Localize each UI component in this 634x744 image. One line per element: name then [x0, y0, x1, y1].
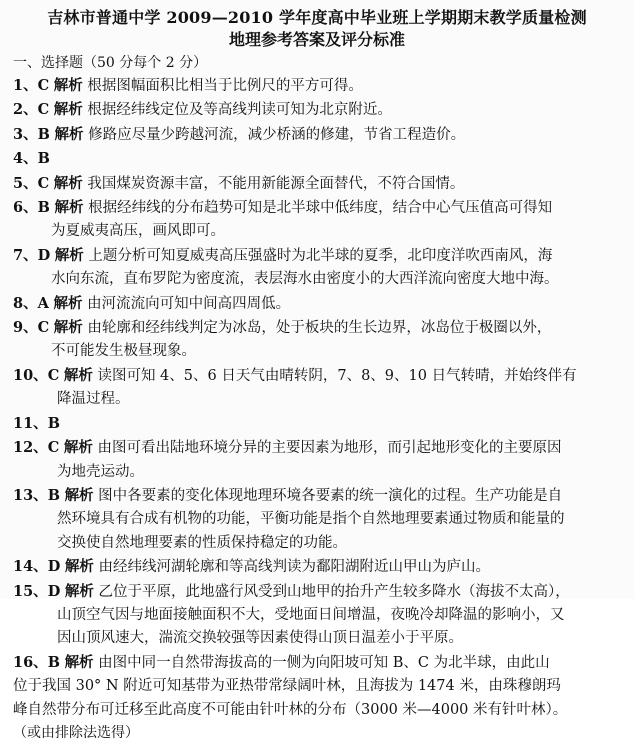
explanation-continuation: 位于我国 30° N 附近可知基带为亚热带常绿阔叶林，且海拔为 1474 米，由珠穆朗玛: [13, 678, 561, 695]
answer-line: [13, 176, 464, 192]
answer-item: [13, 196, 625, 244]
answer-key: A: [37, 294, 49, 312]
answer-line: [13, 368, 577, 384]
answer-item: [13, 484, 625, 555]
question-number: 13、: [13, 486, 48, 504]
answer-line: [13, 488, 562, 504]
analysis-label: 解析: [53, 77, 83, 94]
explanation-text: 根据图幅面积比相当于比例尺的平方可得。: [87, 78, 363, 94]
question-number: 15、: [13, 582, 48, 600]
analysis-label: 解析: [54, 125, 84, 143]
answer-key: B: [37, 199, 50, 217]
answer-line: [13, 200, 552, 216]
footnote: （或由排除法选得）: [13, 724, 139, 741]
analysis-label: 解析: [64, 558, 94, 576]
document-title: 吉林市普通中学 2009—2010 学年度高中毕业班上学期期末教学质量检测: [47, 8, 587, 27]
explanation-continuation: 交换使自然地理要素的性质保持稳定的功能。: [57, 534, 347, 551]
analysis-label: 解析: [54, 199, 84, 217]
answer-line: [13, 440, 561, 456]
analysis-label: 解析: [53, 319, 83, 337]
explanation-text: 乙位于平原，此地盛行风受到山地甲的抬升产生较多降水（海拔不太高），: [98, 583, 570, 600]
answer-line: [13, 559, 490, 575]
explanation-text: 根据经纬线的分布趋势可知是北半球中低纬度，结合中心气压值高可得知: [88, 200, 553, 217]
answer-item: [13, 244, 625, 292]
question-number: 12、: [13, 439, 48, 457]
explanation-continuation: 为地壳运动。: [57, 463, 144, 480]
question-number: 2、: [13, 101, 38, 119]
answer-key: C: [37, 174, 50, 192]
answer-key: C: [37, 319, 50, 337]
answer-line: [13, 416, 60, 432]
analysis-label: 解析: [53, 294, 83, 312]
answer-line: [13, 320, 551, 336]
explanation-continuation: 因山顶风速大，湍流交换较强等因素使得山顶日温差小于平原。: [57, 630, 463, 647]
explanation-text: 上题分析可知夏威夷高压强盛时为北半球的夏季，北印度洋吹西南风，海: [88, 247, 553, 264]
answer-item: [13, 412, 625, 436]
answer-key: D: [47, 582, 61, 600]
answer-item: [13, 147, 625, 171]
answer-item: [13, 651, 625, 722]
answer-item: [13, 74, 625, 98]
analysis-label: 解析: [64, 582, 94, 600]
answer-item: [13, 172, 625, 196]
explanation-continuation: 为夏威夷高压，画风即可。: [51, 223, 225, 240]
explanation-text: 由经纬线河湖轮廓和等高线判读为鄱阳湖附近山甲山为庐山。: [98, 559, 490, 576]
question-number: 5、: [13, 174, 38, 192]
answer-key: C: [37, 77, 50, 94]
answer-key: B: [37, 125, 50, 143]
explanation-text: 由图可看出陆地环境分异的主要因素为地形，而引起地形变化的主要原因: [97, 440, 562, 457]
section-heading: 一、选择题（50 分每个 2 分）: [13, 55, 208, 71]
explanation-text: 我国煤炭资源丰富，不能用新能源全面替代，不符合国情。: [87, 175, 465, 192]
explanation-continuation: 然环境具有合成有机物的功能，平衡功能是指个自然地理要素通过物质和能量的: [57, 511, 565, 528]
question-number: 4、: [13, 150, 38, 168]
question-number: 11、: [13, 414, 48, 432]
answer-key: B: [37, 150, 50, 168]
document-subtitle: 地理参考答案及评分标准: [228, 30, 405, 49]
question-number: 3、: [13, 125, 38, 143]
answer-item: [13, 292, 625, 316]
analysis-label: 解析: [63, 366, 93, 384]
answer-line: [13, 248, 552, 264]
answer-line: [13, 296, 290, 312]
answer-key: D: [47, 558, 61, 576]
question-number: 16、: [13, 653, 48, 671]
answer-item: [13, 364, 625, 412]
answer-line: [13, 78, 363, 94]
answer-line: [13, 127, 465, 143]
answer-item: [13, 436, 625, 484]
explanation-text: 由轮廓和经纬线判定为冰岛，处于板块的生长边界，冰岛位于极圈以外，: [87, 320, 552, 337]
question-number: 10、: [13, 366, 48, 384]
answer-key: B: [47, 486, 60, 504]
answer-line: [13, 151, 50, 167]
answer-key: C: [37, 101, 50, 119]
explanation-text: 由河流流向可知中间高四周低。: [87, 295, 291, 312]
answer-line: [13, 584, 570, 600]
answer-key: B: [47, 414, 60, 432]
question-number: 1、: [13, 77, 38, 94]
analysis-label: 解析: [53, 174, 83, 192]
question-number: 9、: [13, 319, 38, 337]
answer-item: [13, 580, 625, 651]
answer-item: [13, 98, 625, 122]
answer-line: [13, 655, 550, 671]
question-number: 14、: [13, 558, 48, 576]
answer-key: C: [47, 366, 60, 384]
question-number: 6、: [13, 199, 38, 217]
answer-item: [13, 123, 625, 147]
answer-key: C: [47, 439, 60, 457]
explanation-continuation: 水向东流，直布罗陀为密度流，表层海水由密度小的大西洋流向密度大地中海。: [51, 271, 559, 288]
explanation-continuation: 山顶空气因与地面接触面积不大，受地面日间增温，夜晚冷却降温的影响小，又: [57, 606, 565, 623]
answer-item: [13, 555, 625, 579]
analysis-label: 解析: [54, 246, 84, 264]
explanation-continuation: 不可能发生极昼现象。: [51, 343, 196, 360]
answer-item: [13, 316, 625, 364]
answer-list: [13, 74, 625, 744]
explanation-text: 图中各要素的变化体现地理环境各要素的统一演化的过程。生产功能是自: [98, 487, 563, 504]
answer-key: D: [37, 246, 51, 264]
explanation-text: 由图中同一自然带海拔高的一侧为向阳坡可知 B、C 为北半球，由此山: [98, 654, 550, 671]
analysis-label: 解析: [63, 439, 93, 457]
explanation-text: 读图可知 4、5、6 日天气由晴转阴，7、8、9、10 日气转晴，并始终伴有: [97, 367, 577, 384]
explanation-continuation: 峰自然带分布可迁移至此高度不可能由针叶林的分布（3000 米—4000 米有针叶林）。: [13, 701, 568, 718]
analysis-label: 解析: [53, 101, 83, 119]
analysis-label: 解析: [64, 653, 94, 671]
explanation-text: 根据经纬线定位及等高线判读可知为北京附近。: [87, 102, 392, 119]
question-number: 7、: [13, 246, 38, 264]
explanation-continuation: 降温过程。: [57, 391, 130, 408]
analysis-label: 解析: [64, 486, 94, 504]
question-number: 8、: [13, 294, 38, 312]
explanation-text: 修路应尽量少跨越河流，减少桥涵的修建，节省工程造价。: [88, 126, 466, 143]
answer-line: [13, 102, 392, 118]
answer-key: B: [47, 653, 60, 671]
